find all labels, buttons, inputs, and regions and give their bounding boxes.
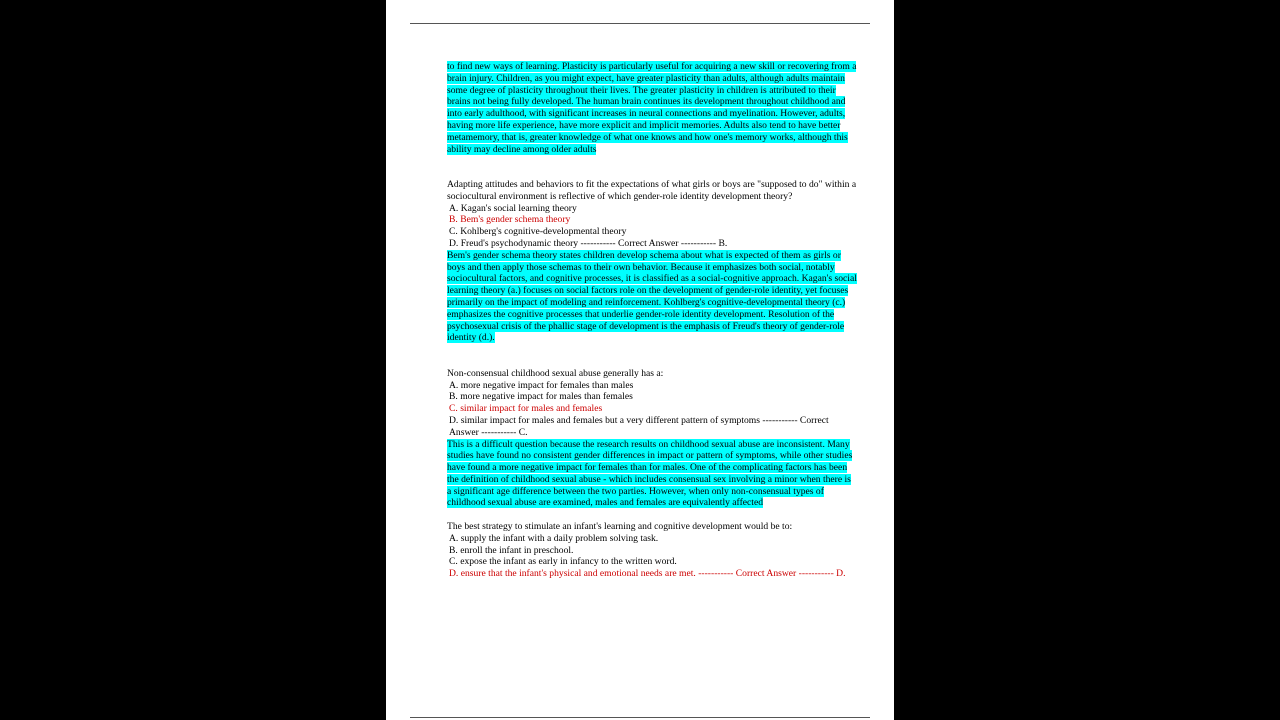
answer-option: C. Kohlberg's cognitive-developmental theory: [449, 226, 627, 238]
question-text: Non-consensual childhood sexual abuse generally has a:: [447, 367, 664, 379]
question-block: [447, 368, 857, 510]
answer-option: B. enroll the infant in preschool.: [449, 544, 574, 556]
answer-explanation: This is a difficult question because the research results on childhood sexual abuse are inconsistent. Many studies have found no consistent gender differences in impact or pattern of symptoms, while other studies have found a more negative impact for females than for males. One of the complicating factors has been the definition of childhood sexual abuse - which includes consensual sex involving a minor when there is a significant age difference between the two parties. However, when only non-consensual types of childhood sexual abuse are examined, males and females are equivalently affected: [447, 438, 853, 509]
question-block: [447, 179, 857, 344]
answer-option-correct: D. ensure that the infant's physical and emotional needs are met. ----------- Correct Answer ----------- D.: [449, 568, 846, 580]
question-text: Adapting attitudes and behaviors to fit the expectations of what girls or boys are "supposed to do" within a sociocultural environment is reflective of which gender-role identity development theory?: [447, 178, 857, 202]
answer-option-correct: C. similar impact for males and females: [449, 403, 603, 415]
page-content: [447, 61, 857, 580]
answer-option: A. Kagan's social learning theory: [449, 202, 577, 214]
answer-option-correct: B. Bem's gender schema theory: [449, 214, 571, 226]
footer-rule: [410, 717, 870, 718]
header-rule: [410, 23, 870, 24]
answer-option: C. expose the infant as early in infancy to the written word.: [449, 556, 677, 568]
answer-option: D. Freud's psychodynamic theory ----------- Correct Answer ----------- B.: [449, 237, 728, 249]
question-text: The best strategy to stimulate an infant's learning and cognitive development would be to:: [447, 521, 793, 533]
answer-option: B. more negative impact for males than females: [449, 391, 633, 403]
answer-option: A. supply the infant with a daily problem solving task.: [449, 532, 659, 544]
document-page: [386, 0, 894, 720]
question-block: [447, 521, 857, 580]
answer-option: A. more negative impact for females than males: [449, 379, 634, 391]
answer-explanation: Bem's gender schema theory states children develop schema about what is expected of them as girls or boys and then apply those schemas to their own behavior. Because it emphasizes both social, notably sociocultural factors, and cognitive processes, it is classified as a social-cognitive approach. Kagan's social learning theory (a.) focuses on social factors role on the development of gender-role identity, yet focuses primarily on the impact of modeling and reinforcement. Kohlberg's cognitive-developmental theory (c.) emphasizes the cognitive processes that underlie gender-role identity development. Resolution of the psychosexual crisis of the phallic stage of development is the emphasis of Freud's theory of gender-role identity (d.).: [447, 249, 857, 344]
intro-paragraph: to find new ways of learning. Plasticity is particularly useful for acquiring a new skill or recovering from a brain injury. Children, as you might expect, have greater plasticity than adults, although adults maintain some degree of plasticity throughout their lives. The greater plasticity in children is attributed to their brains not being fully developed. The human brain continues its development throughout childhood and into early adulthood, with significant increases in neural connections and myelination. However, adults, having more life experience, have more explicit and implicit memories. Adults also tend to have better metamemory, that is, greater knowledge of what one knows and how one's memory works, although this ability may decline among older adults: [447, 61, 857, 155]
answer-option: D. similar impact for males and females but a very different pattern of symptoms ----------- Correct Answer ----------- C.: [449, 414, 829, 438]
